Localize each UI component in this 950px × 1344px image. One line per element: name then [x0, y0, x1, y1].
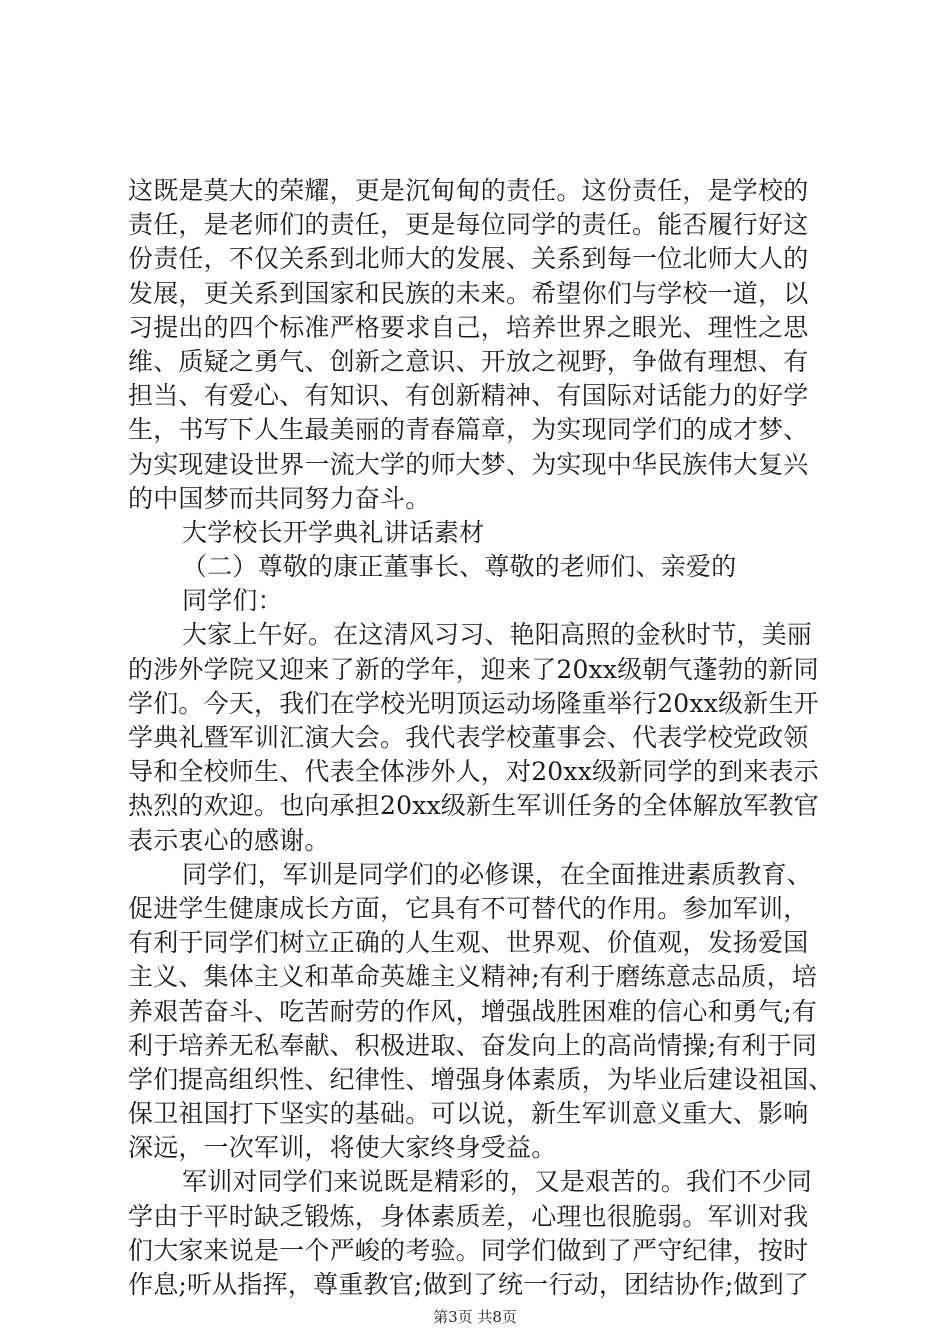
text-line: 同学们，军训是同学们的必修课，在全面推进素质教育、 — [182, 859, 813, 889]
text-line: 有利于同学们树立正确的人生观、世界观、价值观，发扬爱国 — [128, 928, 809, 958]
text-line: 学们提高组织性、纪律性、增强身体素质，为毕业后建设祖国、 — [128, 1064, 834, 1094]
page-footer: 第3页 共8页 — [433, 1308, 517, 1326]
text-line: 习提出的四个标准严格要求自己，培养世界之眼光、理性之思 — [128, 312, 809, 342]
text-line: 导和全校师生、代表全体涉外人，对20xx级新同学的到来表示 — [128, 757, 819, 787]
text-line: 为实现建设世界一流大学的师大梦、为实现中华民族伟大复兴 — [128, 449, 809, 479]
text-line: 热烈的欢迎。也向承担20xx级新生军训任务的全体解放军教官 — [128, 791, 819, 821]
text-line: 大家上午好。在这清风习习、艳阳高照的金秋时节，美丽 — [182, 620, 813, 650]
text-line: 保卫祖国打下坚实的基础。可以说，新生军训意义重大、影响 — [128, 1099, 809, 1129]
text-line: 学们。今天，我们在学校光明顶运动场隆重举行20xx级新生开 — [128, 688, 819, 718]
document-body — [128, 174, 834, 1302]
text-line: 份责任，不仅关系到北师大的发展、关系到每一位北师大人的 — [128, 244, 809, 274]
text-line: 深远，一次军训，将使大家终身受益。 — [128, 1133, 557, 1163]
text-line: 同学们： — [182, 586, 283, 616]
text-line: 学典礼暨军训汇演大会。我代表学校董事会、代表学校党政领 — [128, 723, 809, 752]
text-line: 表示衷心的感谢。 — [128, 825, 330, 855]
text-line: 维、质疑之勇气、创新之意识、开放之视野，争做有理想、有 — [128, 346, 809, 376]
text-line: 军训对同学们来说既是精彩的，又是艰苦的。我们不少同 — [182, 1167, 813, 1197]
text-line: 们大家来说是一个严峻的考验。同学们做到了严守纪律，按时 — [128, 1235, 809, 1265]
text-line: 大学校长开学典礼讲话素材 — [182, 517, 485, 547]
text-line: 学由于平时缺乏锻炼，身体素质差，心理也很脆弱。军训对我 — [128, 1201, 809, 1231]
text-line: 作息;听从指挥，尊重教官;做到了统一行动，团结协作;做到了 — [128, 1270, 810, 1299]
text-line: 责任，是老师们的责任，更是每位同学的责任。能否履行好这 — [128, 210, 809, 240]
text-line: 的中国梦而共同努力奋斗。 — [128, 483, 431, 513]
text-line: 利于培养无私奉献、积极进取、奋发向上的高尚情操;有利于同 — [128, 1030, 818, 1060]
text-line: 发展，更关系到国家和民族的未来。希望你们与学校一道，以 — [128, 278, 809, 308]
text-line: 养艰苦奋斗、吃苦耐劳的作风，增强战胜困难的信心和勇气;有 — [128, 996, 818, 1026]
text-line: 这既是莫大的荣耀，更是沉甸甸的责任。这份责任，是学校的 — [128, 176, 809, 205]
text-line: 促进学生健康成长方面，它具有不可替代的作用。参加军训， — [128, 893, 809, 923]
text-line: （二）尊敬的康正董事长、尊敬的老师们、亲爱的 — [182, 552, 737, 582]
text-line: 担当、有爱心、有知识、有创新精神、有国际对话能力的好学 — [128, 381, 809, 411]
text-line: 主义、集体主义和革命英雄主义精神;有利于磨练意志品质，培 — [128, 962, 818, 992]
text-line: 生，书写下人生最美丽的青春篇章，为实现同学们的成才梦、 — [128, 415, 809, 445]
text-line: 的涉外学院又迎来了新的学年，迎来了20xx级朝气蓬勃的新同 — [128, 654, 819, 684]
